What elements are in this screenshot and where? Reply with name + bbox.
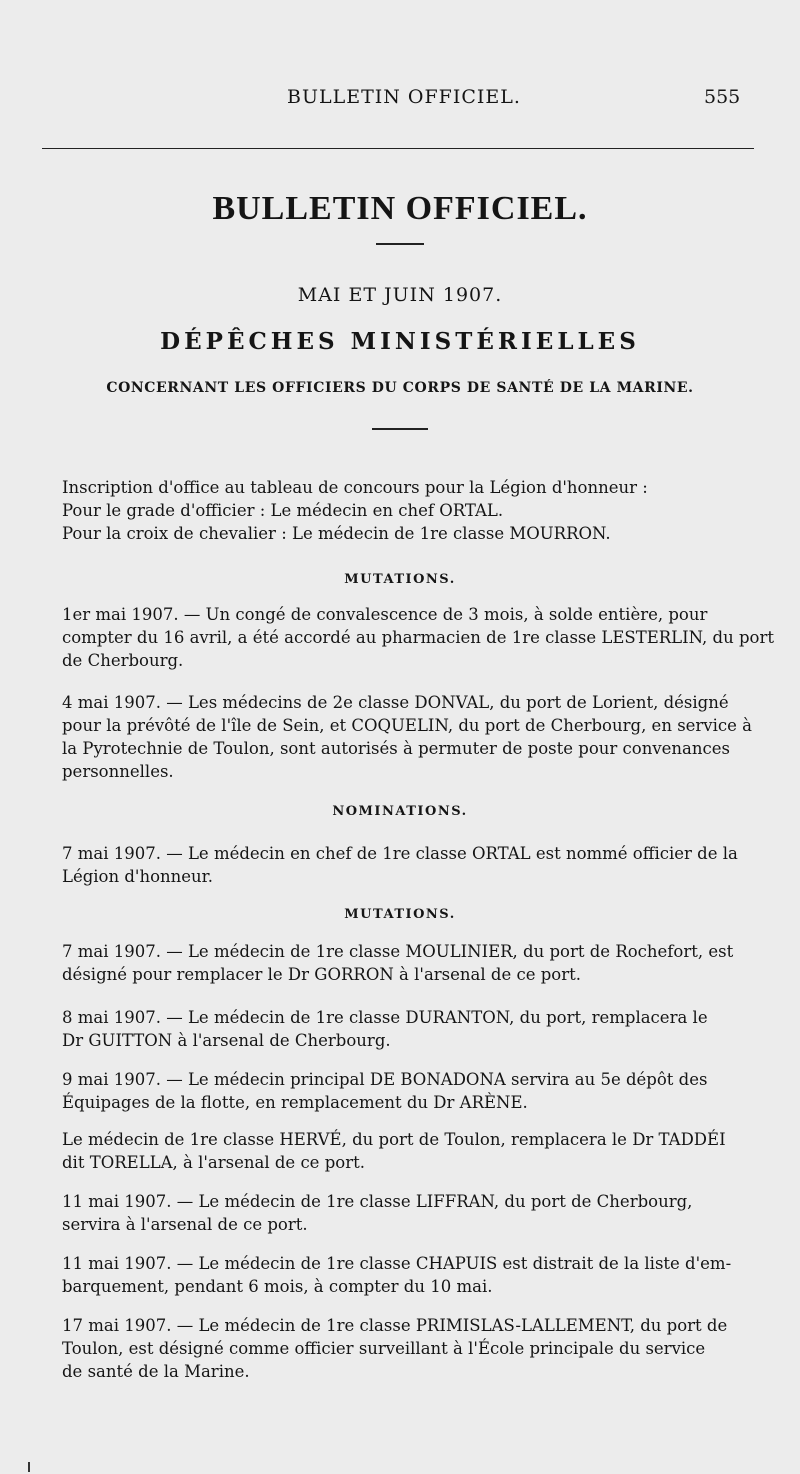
section-title: DÉPÊCHES MINISTÉRIELLES [160,328,640,355]
entry-line: 17 mai 1907. — Le médecin de 1re classe PRIMISLAS-LALLEMENT, du port de [62,1316,728,1335]
entry-line: de Cherbourg. [62,651,184,670]
sub-title: CONCERNANT LES OFFICIERS DU CORPS DE SANTÉ DE LA MARINE. [106,380,694,396]
running-title: BULLETIN OFFICIEL. [287,86,521,108]
entry-line: Dr GUITTON à l'arsenal de Cherbourg. [62,1031,391,1050]
entry-line: 4 mai 1907. — Les médecins de 2e classe DONVAL, du port de Lorient, désigné [62,693,729,712]
entry-line: dit TORELLA, à l'arsenal de ce port. [62,1153,365,1172]
entry-paragraph [62,1128,754,1174]
entry-line: désigné pour remplacer le Dr GORRON à l'arsenal de ce port. [62,965,581,984]
entry-line: 8 mai 1907. — Le médecin de 1re classe DURANTON, du port, remplacera le [62,1008,708,1027]
entry-paragraph [62,603,774,672]
entry-line: barquement, pendant 6 mois, à compter du 10 mai. [62,1277,493,1296]
entry-line: 9 mai 1907. — Le médecin principal DE BONADONA servira au 5e dépôt des [62,1070,708,1089]
scan-mark [28,1462,30,1472]
entry-line: compter du 16 avril, a été accordé au pharmacien de 1re classe LESTERLIN, du port [62,628,774,647]
entry-line: 1er mai 1907. — Un congé de convalescence de 3 mois, à solde entière, pour [62,605,708,624]
inscription-paragraph [62,476,754,545]
page-number: 555 [704,86,741,108]
heading-mutations: MUTATIONS. [344,907,456,922]
inscription-line: Inscription d'office au tableau de concours pour la Légion d'honneur : [62,478,648,497]
entry-line: de santé de la Marine. [62,1362,250,1381]
title-rule [376,243,424,245]
entry-line: la Pyrotechnie de Toulon, sont autorisés à permuter de poste pour convenances [62,739,730,758]
inscription-line: Pour la croix de chevalier : Le médecin de 1re classe MOURRON. [62,524,611,543]
entry-paragraph [62,1252,754,1298]
entry-line: 7 mai 1907. — Le médecin de 1re classe MOULINIER, du port de Rochefort, est [62,942,734,961]
entry-paragraph [62,940,754,986]
entry-paragraph [62,1314,754,1383]
entry-line: 7 mai 1907. — Le médecin en chef de 1re classe ORTAL est nommé officier de la [62,844,738,863]
entry-line: Toulon, est désigné comme officier surveillant à l'École principale du service [62,1339,706,1358]
entry-paragraph [62,1006,754,1052]
entry-paragraph [62,691,754,783]
entry-line: personnelles. [62,762,174,781]
entry-paragraph [62,1068,754,1114]
entry-line: Équipages de la flotte, en remplacement du Dr ARÈNE. [62,1093,528,1112]
entry-line: servira à l'arsenal de ce port. [62,1215,308,1234]
entry-line: 11 mai 1907. — Le médecin de 1re classe CHAPUIS est distrait de la liste d'em- [62,1254,732,1273]
inscription-line: Pour le grade d'officier : Le médecin en chef ORTAL. [62,501,504,520]
heading-mutations: MUTATIONS. [344,572,456,587]
running-header [0,86,800,116]
entry-paragraph [62,1190,754,1236]
date-line: MAI ET JUIN 1907. [297,284,503,306]
heading-nominations: NOMINATIONS. [332,804,468,819]
entry-line: Légion d'honneur. [62,867,213,886]
main-title: BULLETIN OFFICIEL. [212,190,588,227]
entry-line: 11 mai 1907. — Le médecin de 1re classe LIFFRAN, du port de Cherbourg, [62,1192,693,1211]
entry-line: pour la prévôté de l'île de Sein, et COQUELIN, du port de Cherbourg, en service à [62,716,752,735]
header-rule [42,148,754,149]
sub-title-rule [372,428,428,430]
entry-paragraph [62,842,754,888]
entry-line: Le médecin de 1re classe HERVÉ, du port de Toulon, remplacera le Dr TADDÉI [62,1130,726,1149]
